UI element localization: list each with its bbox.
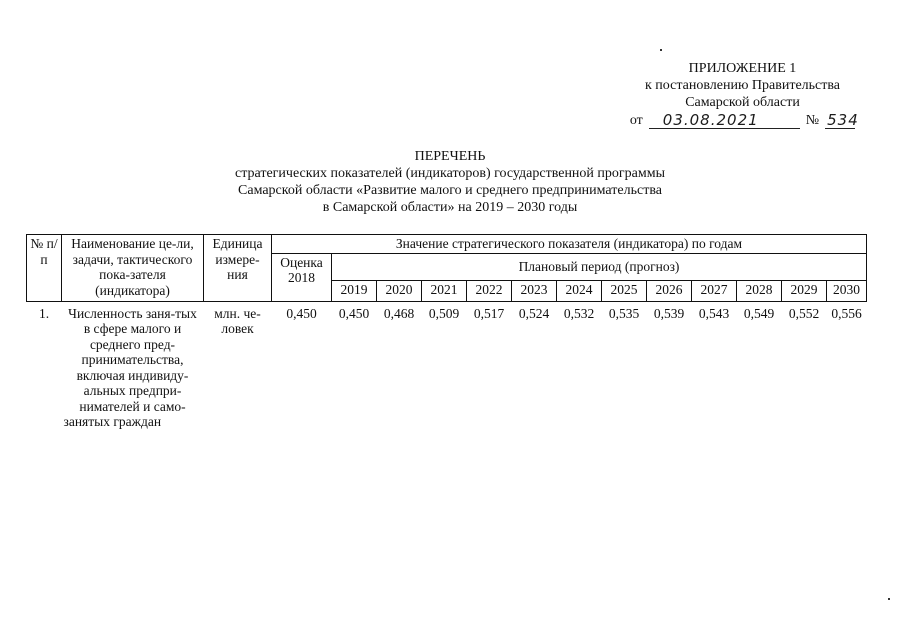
row-year-value: 0,468 — [383, 305, 415, 321]
header-year: 2026 — [647, 280, 692, 301]
header-year: 2022 — [467, 280, 512, 301]
row-year-value: 0,556 — [831, 305, 862, 321]
row-year-value: 0,539 — [653, 305, 685, 321]
header-year: 2021 — [422, 280, 467, 301]
appendix-date-row — [600, 112, 885, 129]
row-estimate-value: 0,450 — [286, 305, 317, 321]
number-label: № — [805, 113, 820, 128]
header-year: 2024 — [557, 280, 602, 301]
header-num: № п/п — [27, 235, 62, 302]
header-year: 2028 — [737, 280, 782, 301]
header-unit: Единица измере-ния — [204, 235, 272, 302]
row-year-value: 0,450 — [338, 305, 370, 321]
title-heading: ПЕРЕЧЕНЬ — [414, 149, 486, 164]
header-values-group: Значение стратегического показателя (индикатора) по годам — [272, 235, 867, 254]
appendix-region-line: Самарской области — [685, 95, 800, 110]
row-year-value: 0,524 — [518, 305, 550, 321]
appendix-block — [600, 60, 885, 129]
header-year: 2027 — [692, 280, 737, 301]
header-year: 2029 — [782, 280, 827, 301]
row-year-value: 0,549 — [743, 305, 775, 321]
header-estimate: Оценка 2018 — [272, 253, 332, 301]
appendix-resolution-line: к постановлению Правительства — [644, 78, 841, 93]
row-year-value: 0,543 — [698, 305, 730, 321]
row-year-value: 0,509 — [428, 305, 460, 321]
row-indicator-name: Численность заня-тых в сфере малого и среднего пред-принимательства, включая индивиду-альных предпри-нимателей и само-занятых граждан — [63, 305, 197, 429]
row-year-value: 0,517 — [473, 305, 505, 321]
header-year: 2023 — [512, 280, 557, 301]
title-line-3: Самарской области «Развитие малого и среднего предпринимательства — [238, 183, 662, 198]
header-planned: Плановый период (прогноз) — [332, 253, 867, 280]
header-name: Наименование це-ли, задачи, тактического пока-зателя (индикатора) — [62, 235, 204, 302]
row-year-value: 0,535 — [608, 305, 640, 321]
row-year-value: 0,532 — [563, 305, 595, 321]
row-num: 1. — [38, 305, 50, 321]
scan-speck — [660, 49, 662, 51]
indicators-table — [26, 234, 867, 431]
table-row — [27, 301, 867, 431]
row-year-value: 0,552 — [788, 305, 820, 321]
row-unit: млн. че-ловек — [214, 305, 261, 336]
title-line-4: в Самарской области» на 2019 – 2030 годы — [322, 200, 578, 215]
scan-speck — [888, 598, 890, 600]
header-year: 2019 — [332, 280, 377, 301]
handwritten-number: 534 — [827, 111, 859, 129]
date-from-label: от — [629, 113, 643, 128]
handwritten-date: 03.08.2021 — [649, 112, 800, 129]
header-year: 2020 — [377, 280, 422, 301]
document-title — [150, 148, 750, 216]
header-year: 2030 — [827, 280, 867, 301]
appendix-title: ПРИЛОЖЕНИЕ 1 — [688, 61, 797, 76]
title-line-2: стратегических показателей (индикаторов) государственной программы — [235, 166, 665, 181]
header-year: 2025 — [602, 280, 647, 301]
